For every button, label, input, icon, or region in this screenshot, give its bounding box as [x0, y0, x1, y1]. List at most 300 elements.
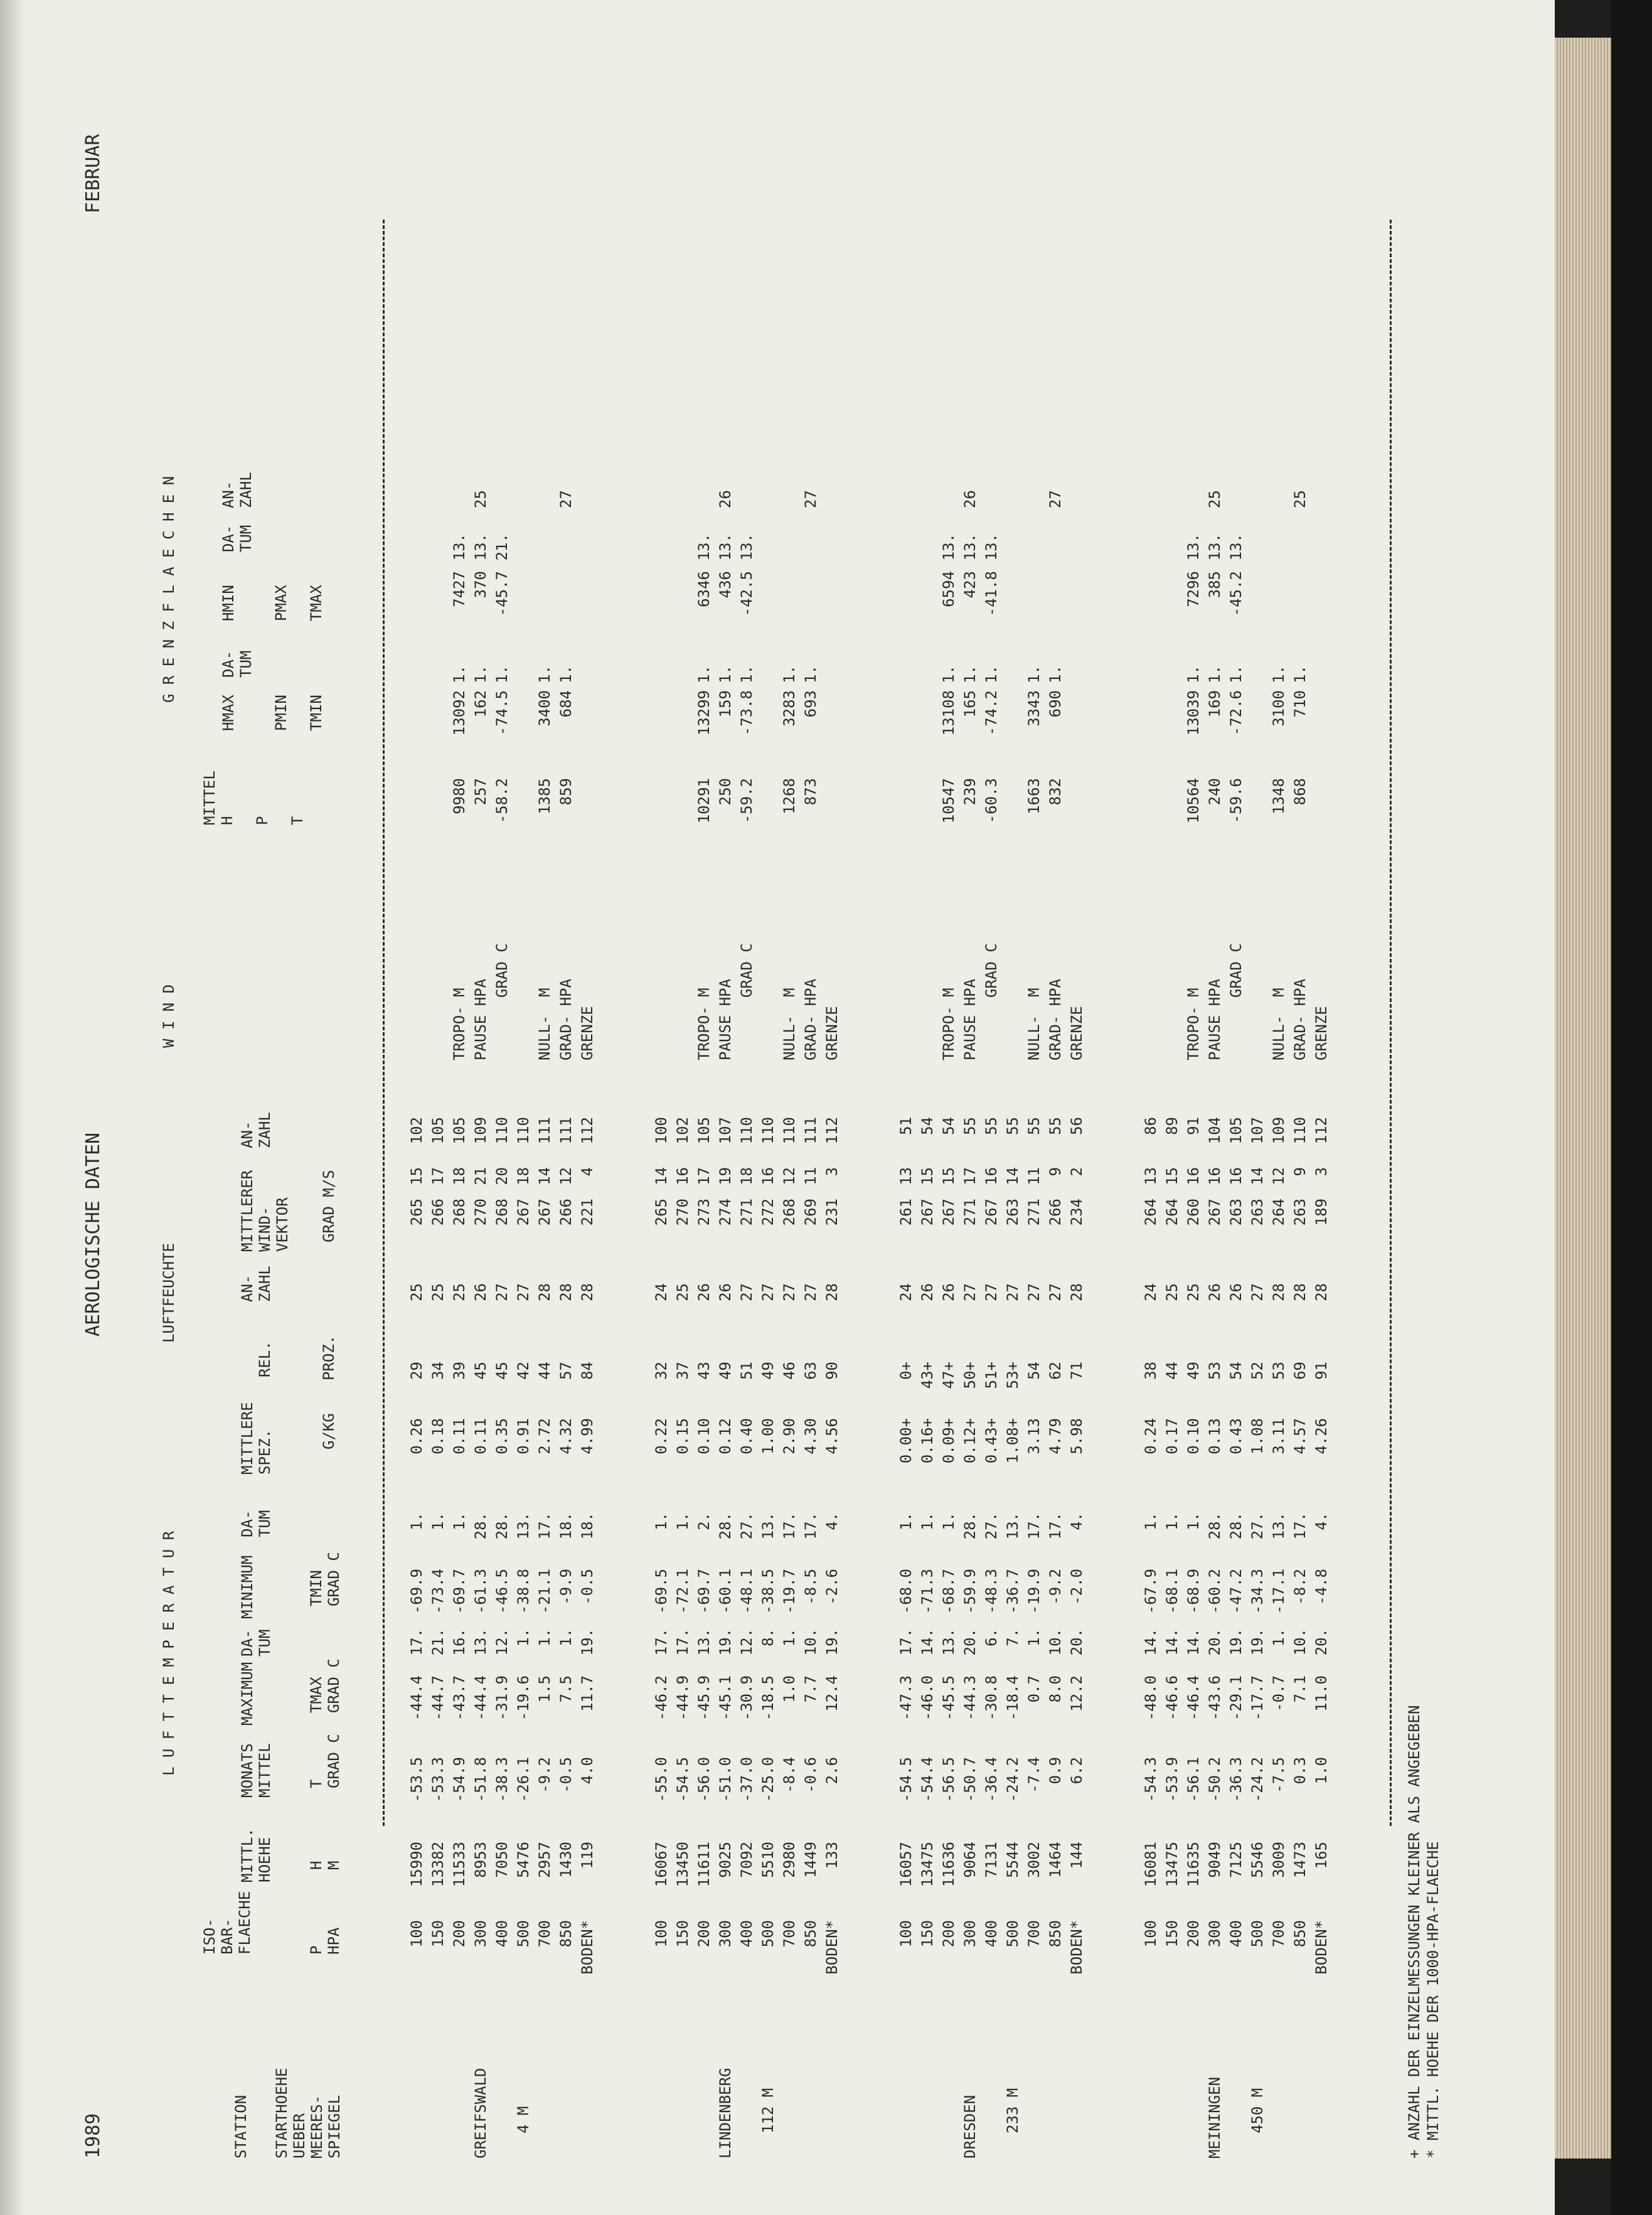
cell-wind-dir: 272: [759, 1198, 777, 1226]
cell-hoehe: 11636: [940, 1842, 957, 1887]
cell-spez: 0.13: [1206, 1418, 1223, 1454]
null-label-m: NULL- M: [1270, 988, 1287, 1060]
cell-monats-mittel: -51.0: [717, 1757, 734, 1803]
cell-anzahl: 26: [717, 1283, 734, 1301]
col-maximum-unit: TMAX GRAD C: [307, 1658, 343, 1713]
cell-anzahl: 27: [1249, 1283, 1266, 1301]
cell-rel: 57: [557, 1362, 575, 1380]
cell-wind-anzahl: 110: [1291, 1117, 1309, 1145]
cell-rel: 69: [1291, 1362, 1309, 1380]
cell-monats-mittel: -53.9: [1163, 1757, 1181, 1803]
null-value: 693: [802, 690, 819, 718]
tropo-value: 162: [472, 690, 489, 718]
cell-isobar: 850: [1047, 1920, 1064, 1948]
rotated-table-page: [56, 25, 1500, 2159]
cell-tmin: -69.9: [408, 1569, 425, 1615]
cell-tmax: -44.4: [472, 1675, 489, 1721]
cell-wind-speed: 9: [1047, 1167, 1064, 1177]
cell-wind-anzahl: 110: [493, 1117, 511, 1145]
cell-tmax: -44.7: [429, 1675, 447, 1721]
cell-wind-dir: 221: [578, 1198, 596, 1226]
cell-monats-mittel: -0.6: [802, 1757, 819, 1793]
cell-tmin-datum: 28.: [1227, 1512, 1245, 1540]
cell-rel: 29: [408, 1362, 425, 1380]
null-value: 1268: [781, 778, 798, 814]
cell-hoehe: 7092: [738, 1842, 755, 1878]
cell-wind-dir: 231: [823, 1198, 841, 1226]
null-label-m: NULL- M: [536, 988, 553, 1060]
header-divider: [383, 220, 385, 1826]
cell-monats-mittel: 1.0: [1313, 1757, 1330, 1785]
cell-anzahl: 27: [1004, 1283, 1021, 1301]
cell-rel: 49: [717, 1362, 734, 1380]
cell-isobar: 300: [961, 1920, 979, 1948]
null-label-hpa: GRAD- HPA: [802, 978, 819, 1060]
cell-wind-speed: 3: [823, 1167, 841, 1177]
cell-tmax: -45.1: [717, 1675, 734, 1721]
cell-spez: 4.32: [557, 1418, 575, 1454]
cell-wind-dir: 269: [802, 1198, 819, 1226]
cell-isobar: 400: [493, 1920, 511, 1948]
cell-hoehe: 16057: [897, 1842, 915, 1887]
cell-tmax: -43.6: [1206, 1675, 1223, 1721]
group-humidity: LUFTFEUCHTE: [160, 1243, 178, 1343]
cell-wind-speed: 11: [1025, 1167, 1043, 1185]
cell-wind-anzahl: 104: [1206, 1117, 1223, 1145]
tropo-count: 26: [717, 490, 734, 508]
tropo-label-m: TROPO- M: [450, 988, 468, 1060]
station-height: 450 M: [1249, 2088, 1266, 2133]
cell-hoehe: 7131: [983, 1842, 1000, 1878]
cell-anzahl: 27: [961, 1283, 979, 1301]
tropo-value: 10547: [940, 778, 957, 824]
cell-rel: 71: [1068, 1362, 1085, 1380]
cell-wind-anzahl: 55: [1004, 1117, 1021, 1135]
cell-wind-anzahl: 51: [897, 1117, 915, 1135]
cell-wind-anzahl: 100: [653, 1117, 670, 1145]
cell-monats-mittel: 4.0: [578, 1757, 596, 1785]
cell-rel: 46: [781, 1362, 798, 1380]
cell-hoehe: 1473: [1291, 1842, 1309, 1878]
tropo-value: 1.: [717, 665, 734, 683]
cell-rel: 53: [1270, 1362, 1287, 1380]
tropo-label-hpa: PAUSE HPA: [961, 978, 979, 1060]
cell-spez: 1.08: [1249, 1418, 1266, 1454]
cell-wind-anzahl: 105: [695, 1117, 713, 1145]
null-value: 1.: [802, 665, 819, 683]
col-starthoehe: STARTHOEHE UEBER MEERES- SPIEGEL: [273, 2068, 343, 2159]
cell-tmax: 0.7: [1025, 1675, 1043, 1703]
station-height: 112 M: [759, 2088, 777, 2133]
cell-tmin-datum: 2.: [695, 1512, 713, 1530]
cell-wind-anzahl: 112: [823, 1117, 841, 1145]
cell-wind-speed: 15: [940, 1167, 957, 1185]
cell-anzahl: 27: [1047, 1283, 1064, 1301]
cell-monats-mittel: -56.0: [695, 1757, 713, 1803]
col-mittel: MITTEL H P T: [201, 771, 306, 825]
cell-wind-anzahl: 89: [1163, 1117, 1181, 1135]
tropo-value: 13092: [450, 690, 468, 736]
cell-tmax-datum: 19.: [578, 1628, 596, 1656]
cell-tmin: -71.3: [919, 1569, 936, 1615]
col-monats-mittel: MONATS MITTEL: [238, 1743, 274, 1798]
cell-hoehe: 9064: [961, 1842, 979, 1878]
cell-wind-speed: 14: [1004, 1167, 1021, 1185]
cell-wind-speed: 16: [1185, 1167, 1202, 1185]
cell-wind-dir: 263: [1227, 1198, 1245, 1226]
cell-wind-speed: 14: [1249, 1167, 1266, 1185]
null-value: 1.: [781, 665, 798, 683]
col-max-datum: DA- TUM: [238, 1629, 274, 1657]
cell-hoehe: 13475: [919, 1842, 936, 1887]
cell-hoehe: 2980: [781, 1842, 798, 1878]
null-value: 859: [557, 778, 575, 806]
cell-wind-speed: 16: [1206, 1167, 1223, 1185]
cell-spez: 1.00: [759, 1418, 777, 1454]
cell-tmin-datum: 17.: [781, 1512, 798, 1540]
null-label-m: NULL- M: [1025, 988, 1043, 1060]
cell-monats-mittel: 6.2: [1068, 1757, 1085, 1785]
cell-tmax-datum: 1.: [514, 1628, 532, 1647]
cell-wind-dir: 268: [450, 1198, 468, 1226]
cell-anzahl: 26: [1227, 1283, 1245, 1301]
cell-hoehe: 8953: [472, 1842, 489, 1878]
cell-tmax-datum: 1.: [781, 1628, 798, 1647]
cell-wind-anzahl: 54: [919, 1117, 936, 1135]
footnote-plus: + ANZAHL DER EINZELMESSUNGEN KLEINER ALS ANGEGEBEN: [1405, 1705, 1423, 2159]
cell-tmin-datum: 13.: [759, 1512, 777, 1540]
cell-spez: 0.10: [695, 1418, 713, 1454]
cell-wind-dir: 234: [1068, 1198, 1085, 1226]
col-hmax: HMAX PMIN TMIN: [220, 695, 325, 731]
tropo-value: -45.7: [493, 571, 511, 617]
cell-wind-anzahl: 105: [450, 1117, 468, 1145]
footnote-star: * MITTL. HOEHE DER 1000-HPA-FLAECHE: [1424, 1841, 1442, 2159]
cell-monats-mittel: 0.3: [1291, 1757, 1309, 1785]
cell-tmax: 1.0: [781, 1675, 798, 1703]
cell-isobar: 150: [674, 1920, 691, 1948]
cell-spez: 0.24: [1142, 1418, 1159, 1454]
cell-isobar: 200: [450, 1920, 468, 1948]
cell-isobar: 850: [1291, 1920, 1309, 1948]
cell-tmax-datum: 1.: [1270, 1628, 1287, 1647]
tropo-value: 250: [717, 778, 734, 806]
cell-hoehe: 5544: [1004, 1842, 1021, 1878]
page-title: AEROLOGISCHE DATEN: [82, 1132, 104, 1337]
cell-tmin: -46.5: [493, 1569, 511, 1615]
cell-spez: 5.98: [1068, 1418, 1085, 1454]
cell-spez: 4.99: [578, 1418, 596, 1454]
cell-tmax: 7.7: [802, 1675, 819, 1703]
cell-tmin: -38.5: [759, 1569, 777, 1615]
col-isobar-unit: P HPA: [307, 1927, 343, 1955]
station-name: DRESDEN: [961, 2095, 979, 2159]
tropo-value: 13.: [695, 533, 713, 561]
cell-tmin: -61.3: [472, 1569, 489, 1615]
cell-rel: 91: [1313, 1362, 1330, 1380]
cell-rel: 63: [802, 1362, 819, 1380]
cell-isobar: 850: [557, 1920, 575, 1948]
cell-tmin: -8.5: [802, 1569, 819, 1605]
cell-isobar: 400: [738, 1920, 755, 1948]
col-mittl-hoehe-unit: H M: [307, 1860, 343, 1870]
null-value: 873: [802, 778, 819, 806]
tropo-value: 239: [961, 778, 979, 806]
col-maximum: MAXIMUM: [238, 1662, 256, 1726]
cell-wind-speed: 2: [1068, 1167, 1085, 1177]
cell-spez: 0.10: [1185, 1418, 1202, 1454]
cell-tmax-datum: 19.: [1249, 1628, 1266, 1656]
cell-hoehe: 9025: [717, 1842, 734, 1878]
cell-wind-anzahl: 110: [781, 1117, 798, 1145]
cell-anzahl: 25: [1185, 1283, 1202, 1301]
cell-anzahl: 25: [429, 1283, 447, 1301]
cell-wind-speed: 16: [1227, 1167, 1245, 1185]
cell-tmax-datum: 12.: [738, 1628, 755, 1656]
cell-rel: 38: [1142, 1362, 1159, 1380]
cell-tmin-datum: 17.: [1047, 1512, 1064, 1540]
cell-anzahl: 24: [653, 1283, 670, 1301]
cell-monats-mittel: -25.0: [759, 1757, 777, 1803]
cell-tmax: -30.9: [738, 1675, 755, 1721]
tropo-value: 13299: [695, 690, 713, 736]
tropo-label-grad: GRAD C: [493, 943, 511, 998]
cell-tmax-datum: 13.: [472, 1628, 489, 1656]
cell-wind-anzahl: 109: [472, 1117, 489, 1145]
cell-rel: 39: [450, 1362, 468, 1380]
tropo-value: -41.8: [983, 571, 1000, 617]
cell-isobar: 500: [514, 1920, 532, 1948]
cell-wind-dir: 267: [536, 1198, 553, 1226]
cell-spez: 0.12: [717, 1418, 734, 1454]
cell-wind-anzahl: 102: [408, 1117, 425, 1145]
cell-monats-mittel: -53.5: [408, 1757, 425, 1803]
cell-tmin: -72.1: [674, 1569, 691, 1615]
cell-wind-anzahl: 112: [1313, 1117, 1330, 1145]
cell-spez: 4.57: [1291, 1418, 1309, 1454]
cell-monats-mittel: -56.5: [940, 1757, 957, 1803]
cell-rel: 53: [1206, 1362, 1223, 1380]
cell-isobar: 100: [408, 1920, 425, 1948]
cell-anzahl: 27: [1025, 1283, 1043, 1301]
col-wind-anzahl: AN- ZAHL: [238, 1112, 274, 1148]
null-value: 1.: [1291, 665, 1309, 683]
cell-wind-dir: 267: [919, 1198, 936, 1226]
cell-wind-anzahl: 111: [536, 1117, 553, 1145]
cell-wind-speed: 12: [557, 1167, 575, 1185]
cell-spez: 0.11: [472, 1418, 489, 1454]
cell-isobar: 150: [1163, 1920, 1181, 1948]
cell-wind-dir: 264: [1270, 1198, 1287, 1226]
cell-tmax: -30.8: [983, 1675, 1000, 1721]
cell-tmin: -4.8: [1313, 1569, 1330, 1605]
cell-tmax: -46.2: [653, 1675, 670, 1721]
null-count: 27: [1047, 490, 1064, 508]
tropo-value: 10291: [695, 778, 713, 824]
tropo-value: 1.: [1227, 665, 1245, 683]
cell-wind-dir: 268: [781, 1198, 798, 1226]
col-hmin: HMIN PMAX TMAX: [220, 585, 325, 621]
null-value: 3283: [781, 690, 798, 727]
cell-wind-dir: 263: [1291, 1198, 1309, 1226]
cell-wind-dir: 270: [472, 1198, 489, 1226]
cell-spez: 0.26: [408, 1418, 425, 1454]
cell-wind-dir: 266: [1047, 1198, 1064, 1226]
cell-spez: 2.90: [781, 1418, 798, 1454]
null-label-hpa: GRAD- HPA: [557, 978, 575, 1060]
cell-tmin: -0.5: [578, 1569, 596, 1605]
cell-wind-speed: 17: [695, 1167, 713, 1185]
cell-wind-anzahl: 55: [961, 1117, 979, 1135]
cell-anzahl: 28: [557, 1283, 575, 1301]
cell-wind-dir: 266: [557, 1198, 575, 1226]
tropo-label-grad: GRAD C: [1227, 943, 1245, 998]
cell-tmax: -45.5: [940, 1675, 957, 1721]
cell-tmin-datum: 17.: [1025, 1512, 1043, 1540]
cell-tmin-datum: 4.: [823, 1512, 841, 1530]
tropo-value: 7296: [1185, 571, 1202, 607]
cell-wind-anzahl: 86: [1142, 1117, 1159, 1135]
cell-tmin: -73.4: [429, 1569, 447, 1615]
cell-spez: 0.43: [1227, 1418, 1245, 1454]
cell-hoehe: 133: [823, 1842, 841, 1869]
cell-anzahl: 28: [536, 1283, 553, 1301]
null-value: 1.: [1270, 665, 1287, 683]
col-minimum: MINIMUM: [238, 1555, 256, 1619]
cell-tmin: -21.1: [536, 1569, 553, 1615]
cell-wind-anzahl: 105: [1227, 1117, 1245, 1145]
cell-tmin: -2.0: [1068, 1569, 1085, 1605]
tropo-value: 159: [717, 690, 734, 718]
tropo-value: 13.: [1206, 533, 1223, 561]
col-mittl-hoehe: MITTL. HOEHE: [238, 1828, 274, 1882]
group-temp: L U F T T E M P E R A T U R: [160, 1530, 178, 1776]
cell-hoehe: 1464: [1047, 1842, 1064, 1878]
null-label-grenze: GRENZE: [1313, 1006, 1330, 1060]
tropo-value: 13.: [940, 533, 957, 561]
null-value: 3100: [1270, 690, 1287, 727]
tropo-value: 165: [961, 690, 979, 718]
tropo-label-m: TROPO- M: [1185, 988, 1202, 1060]
cell-wind-speed: 3: [1313, 1167, 1330, 1177]
cell-hoehe: 13450: [674, 1842, 691, 1887]
cell-wind-speed: 19: [717, 1167, 734, 1185]
null-label-hpa: GRAD- HPA: [1047, 978, 1064, 1060]
cell-anzahl: 26: [472, 1283, 489, 1301]
tropo-value: 1.: [940, 665, 957, 683]
cell-rel: 43+: [919, 1362, 936, 1389]
cell-rel: 43: [695, 1362, 713, 1380]
tropo-value: 13108: [940, 690, 957, 736]
tropo-value: 370: [472, 571, 489, 599]
cell-monats-mittel: -55.0: [653, 1757, 670, 1803]
cell-tmin: -38.8: [514, 1569, 532, 1615]
cell-tmax: -0.7: [1270, 1675, 1287, 1712]
cell-wind-anzahl: 91: [1185, 1117, 1202, 1135]
cell-tmax-datum: 10.: [802, 1628, 819, 1656]
cell-isobar: 200: [940, 1920, 957, 1948]
cell-anzahl: 27: [802, 1283, 819, 1301]
cell-tmin-datum: 28.: [717, 1512, 734, 1540]
cell-tmax: -29.1: [1227, 1675, 1245, 1721]
null-value: 1.: [557, 665, 575, 683]
cell-isobar: BODEN*: [578, 1920, 596, 1975]
book-cover-edge: [1611, 0, 1652, 2215]
col-anzahl: AN- ZAHL: [238, 1266, 274, 1302]
cell-isobar: 400: [983, 1920, 1000, 1948]
cell-rel: 50+: [961, 1362, 979, 1389]
cell-tmin-datum: 18.: [557, 1512, 575, 1540]
cell-tmax-datum: 7.: [1004, 1628, 1021, 1647]
cell-tmin-datum: 1.: [674, 1512, 691, 1530]
cell-wind-speed: 20: [493, 1167, 511, 1185]
cell-wind-dir: 264: [1142, 1198, 1159, 1226]
cell-wind-dir: 268: [493, 1198, 511, 1226]
tropo-value: 1.: [738, 665, 755, 683]
null-value: 1.: [1025, 665, 1043, 683]
cell-tmax-datum: 20.: [961, 1628, 979, 1656]
cell-tmin: -19.7: [781, 1569, 798, 1615]
cell-anzahl: 27: [493, 1283, 511, 1301]
tropo-value: 13.: [472, 533, 489, 561]
cell-tmin-datum: 18.: [578, 1512, 596, 1540]
station-name: LINDENBERG: [717, 2068, 734, 2159]
cell-wind-dir: 263: [1004, 1198, 1021, 1226]
cell-tmax: -47.3: [897, 1675, 915, 1721]
null-value: 832: [1047, 778, 1064, 806]
cell-tmax-datum: 13.: [695, 1628, 713, 1656]
cell-monats-mittel: -54.3: [1142, 1757, 1159, 1803]
tropo-value: 6594: [940, 571, 957, 607]
tropo-value: -42.5: [738, 571, 755, 617]
cell-tmax-datum: 14.: [1163, 1628, 1181, 1656]
null-count: 27: [802, 490, 819, 508]
cell-wind-dir: 267: [514, 1198, 532, 1226]
cell-tmax-datum: 16.: [450, 1628, 468, 1656]
cell-anzahl: 24: [897, 1283, 915, 1301]
cell-isobar: 100: [1142, 1920, 1159, 1948]
cell-tmax: -44.9: [674, 1675, 691, 1721]
cell-wind-dir: 267: [983, 1198, 1000, 1226]
tropo-value: 13.: [450, 533, 468, 561]
cell-tmax-datum: 17.: [674, 1628, 691, 1656]
gutter-shadow: [0, 0, 25, 2215]
group-wind: W I N D: [160, 984, 178, 1048]
null-value: 710: [1291, 690, 1309, 718]
tropo-count: 26: [961, 490, 979, 508]
tropo-value: 10564: [1185, 778, 1202, 824]
cell-isobar: BODEN*: [1068, 1920, 1085, 1975]
cell-monats-mittel: -24.2: [1004, 1757, 1021, 1803]
station-height: 233 M: [1004, 2088, 1021, 2133]
cell-tmax: -31.9: [493, 1675, 511, 1721]
cell-tmax-datum: 1.: [1025, 1628, 1043, 1647]
cell-isobar: 700: [1270, 1920, 1287, 1948]
null-count: 27: [557, 490, 575, 508]
null-value: 1385: [536, 778, 553, 814]
cell-tmin: -8.2: [1291, 1569, 1309, 1605]
cell-tmin-datum: 13.: [1004, 1512, 1021, 1540]
cell-wind-speed: 9: [1291, 1167, 1309, 1177]
cell-monats-mittel: -36.3: [1227, 1757, 1245, 1803]
cell-wind-anzahl: 56: [1068, 1117, 1085, 1135]
cell-spez: 0.43+: [983, 1418, 1000, 1464]
tropo-value: 1.: [1185, 665, 1202, 683]
cell-tmin-datum: 27.: [1249, 1512, 1266, 1540]
cell-spez: 2.72: [536, 1418, 553, 1454]
col-windvektor: MITTLERER WIND- VEKTOR: [238, 1170, 291, 1252]
cell-rel: 44: [1163, 1362, 1181, 1380]
